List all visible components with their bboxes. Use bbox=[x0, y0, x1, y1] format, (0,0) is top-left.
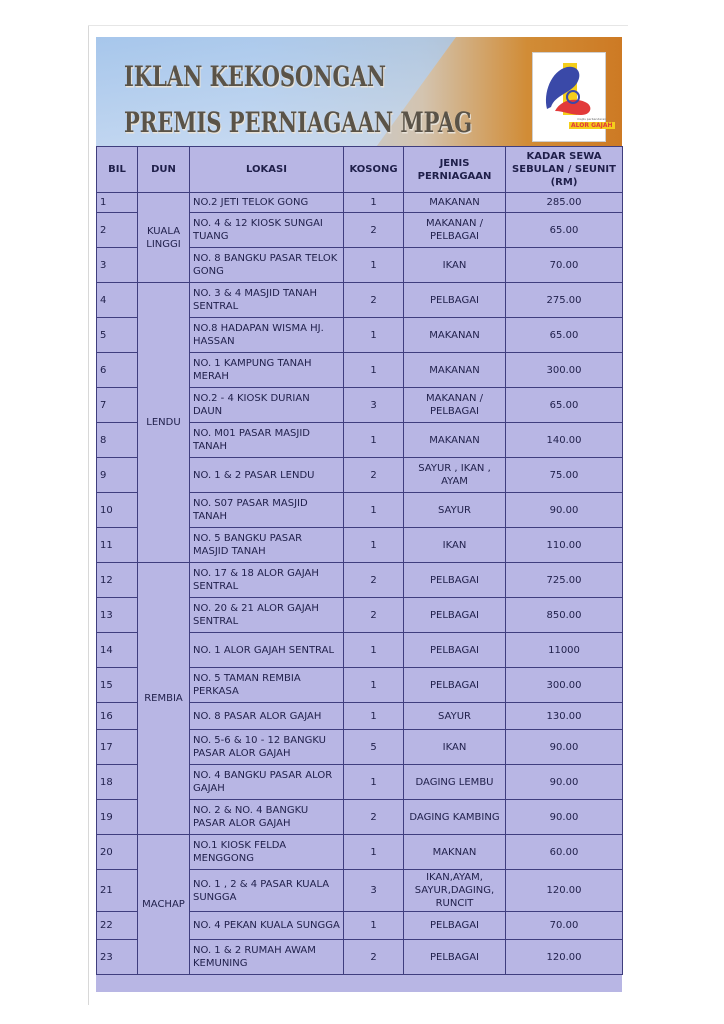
cell-bil: 23 bbox=[97, 940, 138, 975]
table-row bbox=[97, 283, 623, 318]
header-lokasi: LOKASI bbox=[190, 147, 344, 193]
cell-kadar: 110.00 bbox=[506, 528, 623, 563]
header-dun: DUN bbox=[138, 147, 190, 193]
cell-lokasi: NO. 17 & 18 ALOR GAJAH SENTRAL bbox=[190, 563, 344, 598]
cell-bil: 17 bbox=[97, 730, 138, 765]
cell-kadar: 70.00 bbox=[506, 248, 623, 283]
cell-dun: MACHAP bbox=[138, 835, 190, 975]
cell-bil: 13 bbox=[97, 598, 138, 633]
table-row bbox=[97, 193, 623, 213]
cell-lokasi: NO. 5 BANGKU PASAR MASJID TANAH bbox=[190, 528, 344, 563]
cell-kadar: 285.00 bbox=[506, 193, 623, 213]
cell-kosong: 1 bbox=[344, 423, 404, 458]
cell-kosong: 1 bbox=[344, 353, 404, 388]
header-kadar bbox=[506, 147, 623, 193]
cell-kadar: 120.00 bbox=[506, 940, 623, 975]
cell-jenis: SAYUR , IKAN , AYAM bbox=[404, 458, 506, 493]
cell-jenis: PELBAGAI bbox=[404, 668, 506, 703]
cell-kosong: 2 bbox=[344, 458, 404, 493]
cell-kosong: 1 bbox=[344, 493, 404, 528]
cell-jenis: SAYUR bbox=[404, 493, 506, 528]
cell-bil: 15 bbox=[97, 668, 138, 703]
cell-kosong: 3 bbox=[344, 870, 404, 912]
banner-title-line1: IKLAN KEKOSONGAN bbox=[124, 59, 386, 93]
scan-edge-top bbox=[88, 25, 628, 26]
cell-kadar: 90.00 bbox=[506, 800, 623, 835]
cell-lokasi: NO. 1 , 2 & 4 PASAR KUALA SUNGGA bbox=[190, 870, 344, 912]
cell-kosong: 2 bbox=[344, 563, 404, 598]
cell-kadar: 11000 bbox=[506, 633, 623, 668]
cell-bil: 11 bbox=[97, 528, 138, 563]
cell-lokasi: NO. 4 & 12 KIOSK SUNGAI TUANG bbox=[190, 213, 344, 248]
cell-bil: 1 bbox=[97, 193, 138, 213]
cell-kadar: 725.00 bbox=[506, 563, 623, 598]
cell-bil: 10 bbox=[97, 493, 138, 528]
cell-kadar: 130.00 bbox=[506, 703, 623, 730]
cell-jenis: MAKNAN bbox=[404, 835, 506, 870]
cell-jenis: MAKANAN / PELBAGAI bbox=[404, 213, 506, 248]
cell-kosong: 1 bbox=[344, 703, 404, 730]
cell-dun: REMBIA bbox=[138, 563, 190, 835]
cell-kadar: 75.00 bbox=[506, 458, 623, 493]
cell-kadar: 60.00 bbox=[506, 835, 623, 870]
cell-kosong: 2 bbox=[344, 213, 404, 248]
cell-kadar: 300.00 bbox=[506, 353, 623, 388]
cell-dun: KUALA LINGGI bbox=[138, 193, 190, 283]
table-row bbox=[97, 563, 623, 598]
cell-jenis: PELBAGAI bbox=[404, 940, 506, 975]
cell-bil: 20 bbox=[97, 835, 138, 870]
cell-jenis: MAKANAN bbox=[404, 353, 506, 388]
cell-bil: 7 bbox=[97, 388, 138, 423]
cell-bil: 2 bbox=[97, 213, 138, 248]
cell-jenis: MAKANAN bbox=[404, 423, 506, 458]
header-kosong: KOSONG bbox=[344, 147, 404, 193]
cell-bil: 8 bbox=[97, 423, 138, 458]
cell-lokasi: NO. S07 PASAR MASJID TANAH bbox=[190, 493, 344, 528]
cell-kadar: 140.00 bbox=[506, 423, 623, 458]
cell-lokasi: NO. 1 ALOR GAJAH SENTRAL bbox=[190, 633, 344, 668]
cell-lokasi: NO. 1 & 2 RUMAH AWAM KEMUNING bbox=[190, 940, 344, 975]
cell-bil: 16 bbox=[97, 703, 138, 730]
header-jenis-line2: PERNIAGAAN bbox=[417, 170, 492, 182]
cell-jenis: IKAN bbox=[404, 730, 506, 765]
advert-sheet bbox=[96, 37, 622, 992]
cell-bil: 3 bbox=[97, 248, 138, 283]
cell-kosong: 1 bbox=[344, 318, 404, 353]
cell-kadar: 90.00 bbox=[506, 493, 623, 528]
cell-jenis: IKAN bbox=[404, 248, 506, 283]
cell-kadar: 65.00 bbox=[506, 318, 623, 353]
cell-kadar: 300.00 bbox=[506, 668, 623, 703]
cell-kosong: 1 bbox=[344, 248, 404, 283]
cell-jenis: DAGING KAMBING bbox=[404, 800, 506, 835]
logo-caption: ALOR GAJAH bbox=[571, 122, 613, 129]
cell-jenis: MAKANAN bbox=[404, 318, 506, 353]
cell-lokasi: NO.1 KIOSK FELDA MENGGONG bbox=[190, 835, 344, 870]
header-kadar-line3: (RM) bbox=[550, 177, 578, 188]
cell-lokasi: NO. 2 & NO. 4 BANGKU PASAR ALOR GAJAH bbox=[190, 800, 344, 835]
cell-bil: 19 bbox=[97, 800, 138, 835]
cell-jenis: IKAN bbox=[404, 528, 506, 563]
cell-bil: 14 bbox=[97, 633, 138, 668]
header-kadar-line1: KADAR SEWA bbox=[526, 151, 602, 162]
premises-table bbox=[96, 146, 623, 975]
cell-lokasi: NO. 20 & 21 ALOR GAJAH SENTRAL bbox=[190, 598, 344, 633]
alor-gajah-logo bbox=[532, 52, 613, 142]
cell-kosong: 1 bbox=[344, 912, 404, 940]
cell-kadar: 70.00 bbox=[506, 912, 623, 940]
cell-lokasi: NO. 8 PASAR ALOR GAJAH bbox=[190, 703, 344, 730]
cell-dun: LENDU bbox=[138, 283, 190, 563]
cell-jenis: DAGING LEMBU bbox=[404, 765, 506, 800]
table-body bbox=[97, 193, 623, 975]
cell-jenis: SAYUR bbox=[404, 703, 506, 730]
cell-lokasi: NO. 1 & 2 PASAR LENDU bbox=[190, 458, 344, 493]
cell-kosong: 2 bbox=[344, 940, 404, 975]
cell-lokasi: NO. 8 BANGKU PASAR TELOK GONG bbox=[190, 248, 344, 283]
cell-kadar: 850.00 bbox=[506, 598, 623, 633]
cell-bil: 21 bbox=[97, 870, 138, 912]
cell-kosong: 1 bbox=[344, 528, 404, 563]
cell-lokasi: NO.2 - 4 KIOSK DURIAN DAUN bbox=[190, 388, 344, 423]
cell-jenis: PELBAGAI bbox=[404, 598, 506, 633]
cell-jenis: IKAN,AYAM, SAYUR,DAGING, RUNCIT bbox=[404, 870, 506, 912]
cell-bil: 18 bbox=[97, 765, 138, 800]
cell-jenis: MAKANAN / PELBAGAI bbox=[404, 388, 506, 423]
cell-jenis: MAKANAN bbox=[404, 193, 506, 213]
cell-lokasi: NO.2 JETI TELOK GONG bbox=[190, 193, 344, 213]
header-kadar-line2: SEBULAN / SEUNIT bbox=[512, 164, 616, 175]
cell-kosong: 2 bbox=[344, 800, 404, 835]
cell-jenis: PELBAGAI bbox=[404, 283, 506, 318]
cell-lokasi: NO. 3 & 4 MASJID TANAH SENTRAL bbox=[190, 283, 344, 318]
cell-lokasi: NO.8 HADAPAN WISMA HJ. HASSAN bbox=[190, 318, 344, 353]
cell-bil: 12 bbox=[97, 563, 138, 598]
cell-kosong: 3 bbox=[344, 388, 404, 423]
header-banner bbox=[96, 37, 622, 146]
cell-jenis: PELBAGAI bbox=[404, 912, 506, 940]
cell-jenis: PELBAGAI bbox=[404, 563, 506, 598]
cell-kadar: 275.00 bbox=[506, 283, 623, 318]
cell-bil: 22 bbox=[97, 912, 138, 940]
cell-kosong: 1 bbox=[344, 633, 404, 668]
logo-small-text: majlis perbandaran bbox=[577, 117, 607, 121]
cell-kosong: 5 bbox=[344, 730, 404, 765]
cell-kadar: 65.00 bbox=[506, 213, 623, 248]
cell-kosong: 2 bbox=[344, 598, 404, 633]
scan-edge-left bbox=[88, 25, 89, 1005]
cell-bil: 9 bbox=[97, 458, 138, 493]
cell-lokasi: NO. M01 PASAR MASJID TANAH bbox=[190, 423, 344, 458]
cell-lokasi: NO. 5 TAMAN REMBIA PERKASA bbox=[190, 668, 344, 703]
header-bil: BIL bbox=[97, 147, 138, 193]
cell-kadar: 120.00 bbox=[506, 870, 623, 912]
cell-bil: 6 bbox=[97, 353, 138, 388]
cell-lokasi: NO. 5-6 & 10 - 12 BANGKU PASAR ALOR GAJAH bbox=[190, 730, 344, 765]
cell-kadar: 90.00 bbox=[506, 765, 623, 800]
cell-kosong: 1 bbox=[344, 668, 404, 703]
cell-bil: 4 bbox=[97, 283, 138, 318]
header-jenis bbox=[404, 147, 506, 193]
cell-lokasi: NO. 1 KAMPUNG TANAH MERAH bbox=[190, 353, 344, 388]
cell-lokasi: NO. 4 PEKAN KUALA SUNGGA bbox=[190, 912, 344, 940]
cell-kosong: 2 bbox=[344, 283, 404, 318]
cell-lokasi: NO. 4 BANGKU PASAR ALOR GAJAH bbox=[190, 765, 344, 800]
cell-kosong: 1 bbox=[344, 193, 404, 213]
cell-kosong: 1 bbox=[344, 835, 404, 870]
cell-bil: 5 bbox=[97, 318, 138, 353]
cell-kadar: 65.00 bbox=[506, 388, 623, 423]
cell-jenis: PELBAGAI bbox=[404, 633, 506, 668]
table-row bbox=[97, 835, 623, 870]
cell-kadar: 90.00 bbox=[506, 730, 623, 765]
banner-title-line2: PREMIS PERNIAGAAN MPAG bbox=[124, 105, 473, 139]
header-jenis-line1: JENIS bbox=[439, 157, 470, 169]
table-header-row bbox=[97, 147, 623, 193]
cell-kosong: 1 bbox=[344, 765, 404, 800]
